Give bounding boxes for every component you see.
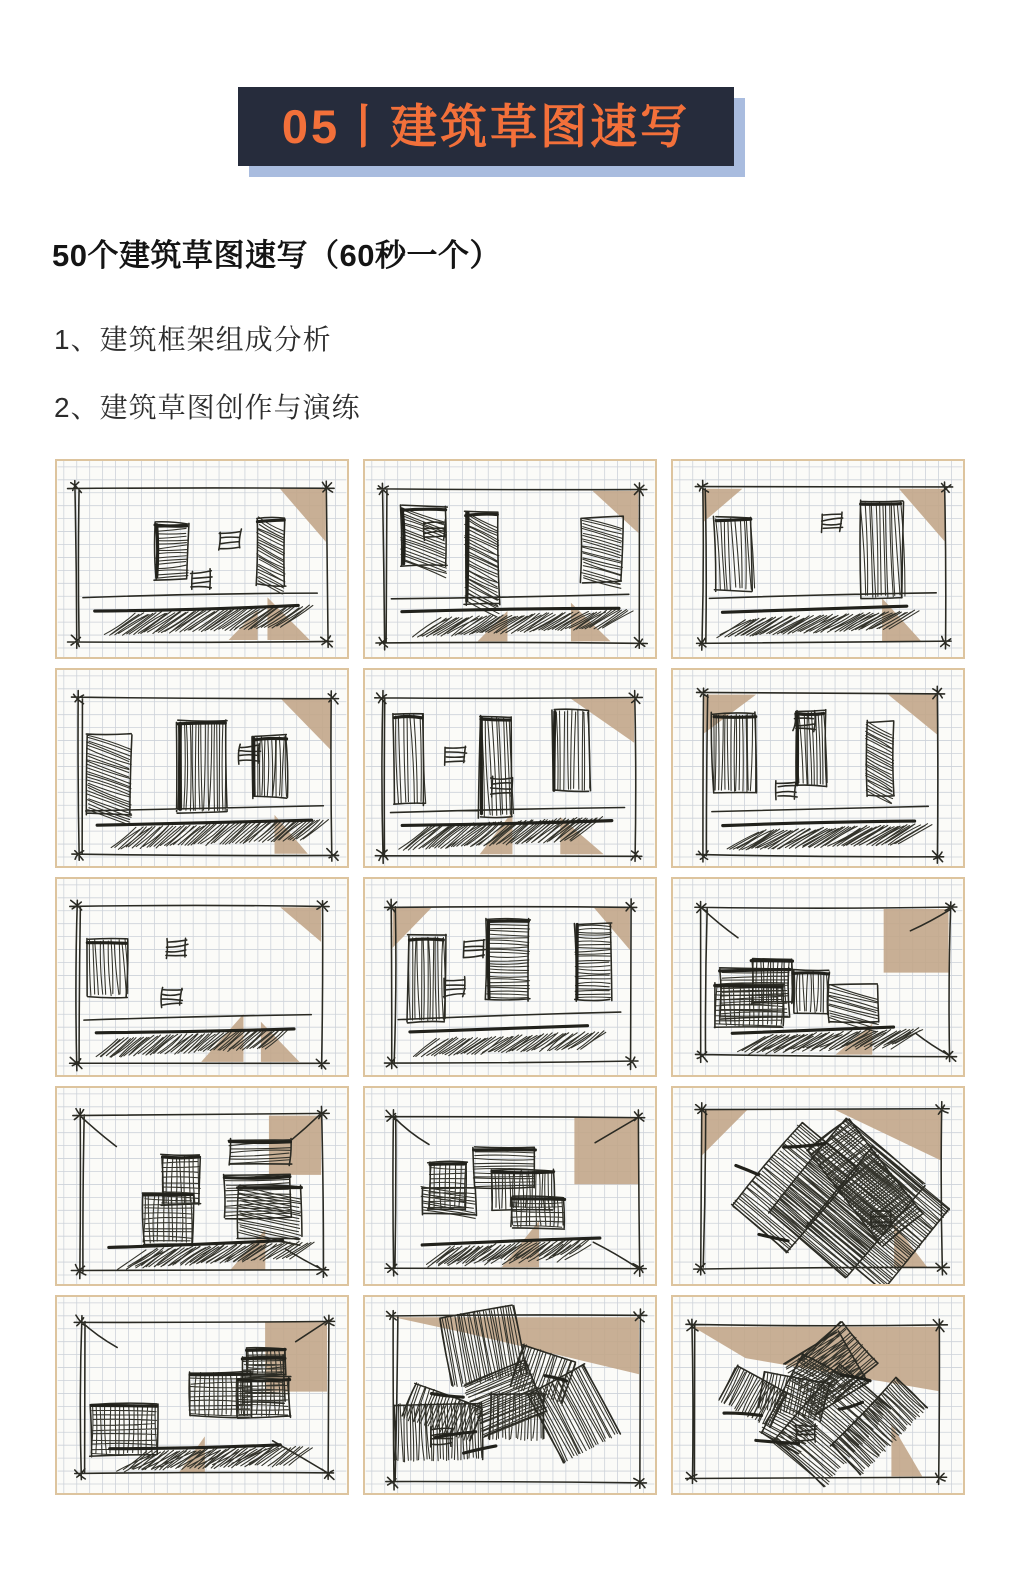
sketch-04 <box>55 668 349 868</box>
sketch-04-image <box>57 670 347 866</box>
sketch-08-image <box>365 879 655 1075</box>
sketch-11 <box>363 1086 657 1286</box>
sketch-02 <box>363 459 657 659</box>
sketch-14 <box>363 1295 657 1495</box>
sketch-09 <box>671 877 965 1077</box>
sketch-03 <box>671 459 965 659</box>
sketch-11-image <box>365 1088 655 1284</box>
sketch-07 <box>55 877 349 1077</box>
sketch-09-image <box>673 879 963 1075</box>
subtitle: 50个建筑草图速写（60秒一个） <box>52 238 501 273</box>
sketch-01 <box>55 459 349 659</box>
sketch-10-image <box>57 1088 347 1284</box>
sketch-05 <box>363 668 657 868</box>
section-banner <box>238 87 746 177</box>
sketch-12 <box>671 1086 965 1286</box>
sketch-14-image <box>365 1297 655 1493</box>
banner-box <box>238 87 734 166</box>
sketch-06 <box>671 668 965 868</box>
sketch-15-image <box>673 1297 963 1493</box>
sketch-08 <box>363 877 657 1077</box>
sketch-10 <box>55 1086 349 1286</box>
sketch-03-image <box>673 461 963 657</box>
sketch-06-image <box>673 670 963 866</box>
sketch-12-image <box>673 1088 963 1284</box>
sketch-01-image <box>57 461 347 657</box>
sketch-13-image <box>57 1297 347 1493</box>
sketch-15 <box>671 1295 965 1495</box>
sketch-gallery <box>55 459 965 1495</box>
sketch-05-image <box>365 670 655 866</box>
list-item-1: 1、建筑框架组成分析 <box>54 324 332 355</box>
list-item-2: 2、建筑草图创作与演练 <box>54 392 361 423</box>
sketch-07-image <box>57 879 347 1075</box>
page-title: 05丨建筑草图速写 <box>281 100 691 153</box>
sketch-13 <box>55 1295 349 1495</box>
sketch-02-image <box>365 461 655 657</box>
